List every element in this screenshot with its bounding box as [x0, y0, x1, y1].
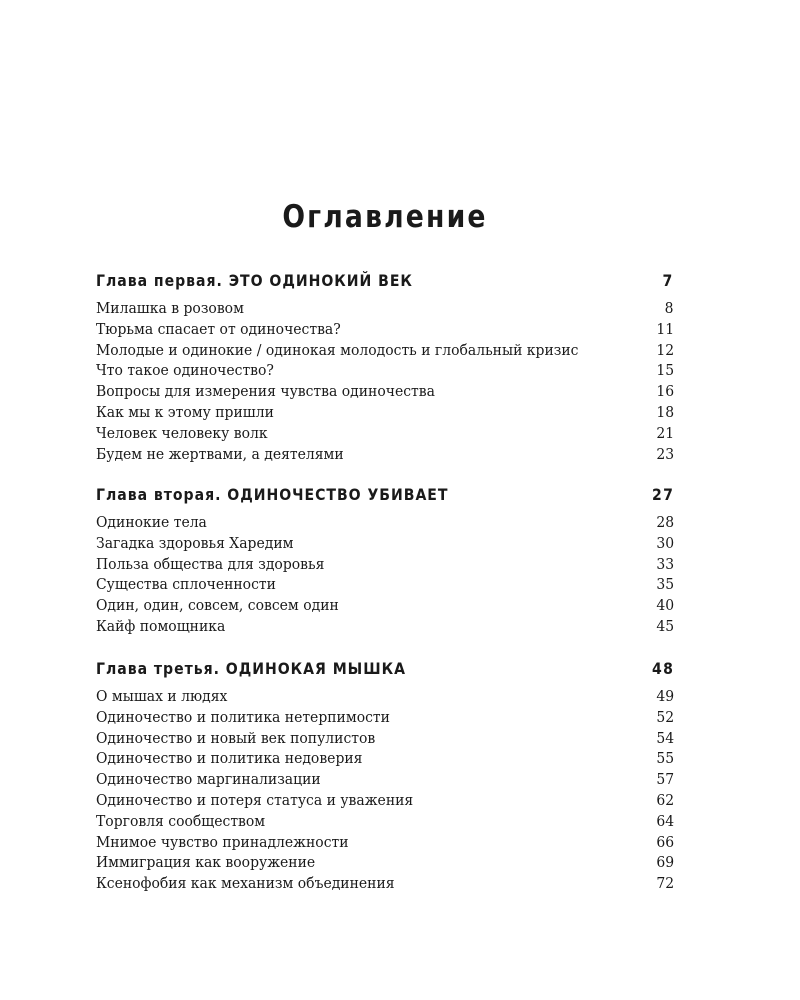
entry-page-number: 45	[656, 616, 674, 635]
entry-page-number: 66	[656, 832, 674, 851]
entry-page-number: 69	[656, 853, 674, 872]
entry-title: Одиночество и новый век популистов	[96, 728, 376, 747]
entry-page-number: 40	[656, 596, 674, 615]
entry-title: Одиночество и политика недоверия	[96, 749, 363, 768]
entry-page-number: 12	[656, 340, 674, 359]
entry-page-number: 64	[656, 811, 674, 830]
entry-title: Как мы к этому пришли	[96, 402, 274, 421]
chapter-entries	[96, 686, 674, 894]
chapter-entries	[96, 512, 674, 637]
chapter-3	[96, 659, 674, 894]
entry-page-number: 54	[656, 728, 674, 747]
toc-entry[interactable]	[96, 512, 674, 533]
entry-page-number: 16	[656, 382, 674, 401]
chapter-name: ЭТО ОДИНОКИЙ ВЕК	[228, 271, 413, 290]
entry-title: Одиночество маргинализации	[96, 770, 321, 789]
chapter-page-number: 7	[662, 271, 674, 290]
entry-page-number: 52	[656, 707, 674, 726]
entry-title: Существа сплоченности	[96, 575, 276, 594]
entry-title: Одиночество и политика нетерпимости	[96, 707, 390, 726]
entry-page-number: 57	[656, 770, 674, 789]
toc-page	[96, 0, 674, 1000]
chapter-1	[96, 271, 674, 464]
entry-page-number: 15	[656, 361, 674, 380]
toc-entry[interactable]	[96, 381, 674, 402]
entry-page-number: 21	[656, 423, 674, 442]
entry-title: Кайф помощника	[96, 616, 226, 635]
entry-page-number: 35	[656, 575, 674, 594]
toc-entry[interactable]	[96, 340, 674, 361]
entry-page-number: 28	[656, 513, 674, 531]
toc-entry[interactable]	[96, 595, 674, 616]
chapter-heading-text	[96, 485, 448, 504]
entry-title: Человек человеку волк	[96, 423, 268, 442]
toc-entry[interactable]	[96, 298, 674, 319]
toc-entry[interactable]	[96, 402, 674, 423]
chapter-heading[interactable]	[96, 659, 674, 686]
entry-title: Торговля сообществом	[96, 811, 266, 830]
entry-title: Одиночество и потеря статуса и уважения	[96, 790, 414, 809]
entry-title: Одинокие тела	[96, 513, 207, 531]
toc-entry[interactable]	[96, 533, 674, 554]
toc-entry[interactable]	[96, 790, 674, 811]
entry-title: Польза общества для здоровья	[96, 554, 325, 573]
chapter-name: ОДИНОКАЯ МЫШКА	[225, 659, 406, 678]
chapter-entries	[96, 298, 674, 464]
chapter-2	[96, 485, 674, 637]
entry-page-number: 49	[656, 687, 674, 705]
toc-entry[interactable]	[96, 707, 674, 728]
chapter-label: Глава вторая.	[96, 485, 222, 504]
toc-entry[interactable]	[96, 852, 674, 873]
chapter-label: Глава первая.	[96, 271, 223, 290]
chapter-page-number: 48	[651, 659, 674, 678]
entry-page-number: 11	[656, 319, 674, 338]
page-title: Оглавление	[282, 199, 488, 235]
toc-entry[interactable]	[96, 748, 674, 769]
chapter-page-number: 27	[651, 485, 674, 504]
toc-entry[interactable]	[96, 873, 674, 894]
entry-title: Что такое одиночество?	[96, 361, 274, 380]
toc-entry[interactable]	[96, 574, 674, 595]
chapter-heading[interactable]	[96, 485, 674, 512]
entry-page-number: 18	[656, 402, 674, 421]
toc-entry[interactable]	[96, 444, 674, 465]
toc-entry[interactable]	[96, 832, 674, 853]
entry-page-number: 8	[665, 299, 674, 317]
toc-entry[interactable]	[96, 319, 674, 340]
entry-page-number: 30	[656, 533, 674, 552]
entry-title: Будем не жертвами, а деятелями	[96, 444, 344, 463]
toc-entry[interactable]	[96, 360, 674, 381]
entry-title: Молодые и одинокие / одинокая молодость и глобальный кризис	[96, 340, 579, 359]
chapter-heading-text	[96, 271, 413, 290]
entry-title: Иммиграция как вооружение	[96, 853, 316, 872]
chapter-heading[interactable]	[96, 271, 674, 298]
entry-title: Ксенофобия как механизм объединения	[96, 874, 395, 893]
chapter-label: Глава третья.	[96, 659, 220, 678]
chapter-heading-text	[96, 659, 406, 678]
entry-title: О мышах и людях	[96, 687, 228, 705]
entry-title: Мнимое чувство принадлежности	[96, 832, 349, 851]
toc-entry[interactable]	[96, 616, 674, 637]
entry-page-number: 23	[656, 444, 674, 463]
entry-page-number: 55	[656, 749, 674, 768]
toc-entry[interactable]	[96, 769, 674, 790]
entry-title: Один, один, совсем, совсем один	[96, 596, 339, 615]
entry-page-number: 62	[656, 790, 674, 809]
toc-entry[interactable]	[96, 554, 674, 575]
entry-title: Вопросы для измерения чувства одиночества	[96, 382, 435, 401]
toc-entry[interactable]	[96, 728, 674, 749]
toc-entry[interactable]	[96, 423, 674, 444]
entry-title: Тюрьма спасает от одиночества?	[96, 319, 341, 338]
toc-entry[interactable]	[96, 811, 674, 832]
chapter-name: ОДИНОЧЕСТВО УБИВАЕТ	[227, 485, 449, 504]
entry-title: Милашка в розовом	[96, 299, 244, 317]
entry-page-number: 72	[656, 874, 674, 893]
toc-entry[interactable]	[96, 686, 674, 707]
entry-page-number: 33	[656, 554, 674, 573]
entry-title: Загадка здоровья Харедим	[96, 533, 294, 552]
